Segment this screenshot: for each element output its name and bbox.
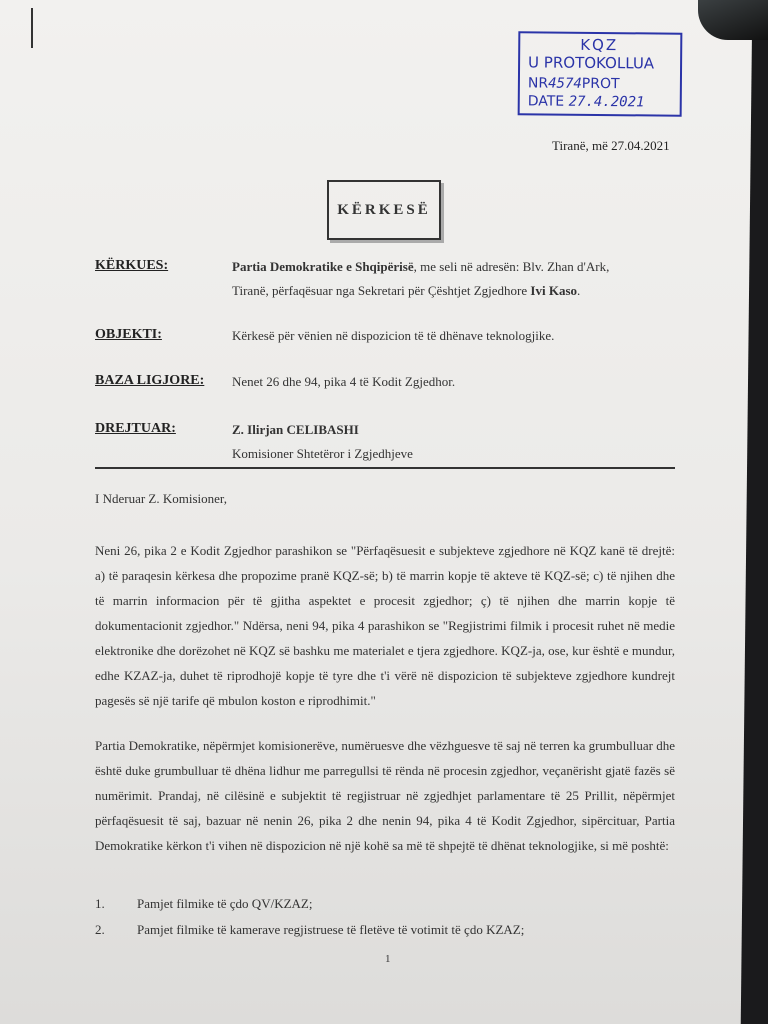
list-item-text: Pamjet filmike të çdo QV/KZAZ;	[137, 896, 313, 911]
paragraph-2: Partia Demokratike, nëpërmjet komisionerëve, numëruesve dhe vëzhguesve të saj në terren ka grumbulluar dhe është duke grumbulluar të dhëna lidhur me parregullsi të rënda në procesin zgjedhor, veçanërisht gjatë fazës së numërimit. Prandaj, në cilësinë e subjektit të regjistruar në zgjedhjet parlamentare të 25 Prillit, nëpërmjet përfaqësuesit të saj, bazuar në nenin 26, pika 2 dhe nenin 94, pika 4 të Kodit Zgjedhor, sipërcituar, Partia Demokratike kërkon t'i vihen në dispozicion në një kohë sa më të shpejtë të dhënat teknologjike, si më poshtë:	[95, 738, 675, 853]
kerkues-representative: Ivi Kaso	[530, 283, 578, 298]
objekti-value: Kërkesë për vënien në dispozicion të të dhënave teknologjike.	[232, 328, 555, 343]
stamp-prot-label: PROT	[581, 75, 620, 93]
list-item-number: 1.	[95, 896, 105, 911]
page-number: 1	[385, 953, 391, 965]
drejtuar-value	[232, 418, 672, 466]
paragraph-1: Neni 26, pika 2 e Kodit Zgjedhor parashikon se "Përfaqësuesit e subjekteve zgjedhore në KQZ kanë të drejtë: a) të paraqesin kërkesa dhe propozime pranë KQZ-së; b) të marrin kopje të akteve të KQZ-së; c) të njihen dhe të marrin informacion për të gjitha aspektet e procesit zgjedhor; ç) të njihen dhe marrin kopje të dokumentacionit zgjedhor." Ndërsa, neni 94, pika 4 parashikon se "Regjistrimi filmik i procesit ruhet në medie elektronike dhe dorëzohet në KQZ së bashku me materialet e tjera zgjedhore. KQZ-ja, ose, kur është e mundur, edhe KZAZ-ja, duhet të riprodhojë kopje të tyre dhe t'i vërë në dispozicion të subjekteve zgjedhore kundrejt pagesës së një tarife që mbulon koston e riprodhimit."	[95, 543, 675, 708]
stamp-line-protocol: U PROTOKOLLUA	[528, 53, 655, 73]
kerkues-value	[232, 255, 672, 303]
stamp-nr-value: 4574	[548, 75, 582, 92]
drejtuar-name: Z. Ilirjan CELIBASHI	[232, 422, 359, 437]
margin-mark	[31, 8, 33, 48]
salutation: I Nderuar Z. Komisioner,	[95, 491, 227, 506]
list-item	[95, 922, 524, 938]
drejtuar-label: DREJTUAR:	[95, 421, 176, 436]
drejtuar-title: Komisioner Shtetëror i Zgjedhjeve	[232, 446, 413, 461]
stamp-line-kqz: KQZ	[580, 35, 619, 55]
kerkues-label: KËRKUES:	[95, 258, 169, 273]
list-item-number: 2.	[95, 922, 105, 937]
header-divider	[95, 467, 675, 469]
baza-ligjore-value: Nenet 26 dhe 94, pika 4 të Kodit Zgjedhor.	[232, 374, 456, 389]
kerkues-address-2: Tiranë, përfaqësuar nga Sekretari për Çështjet Zgjedhore	[232, 283, 531, 298]
objekti-label: OBJEKTI:	[95, 327, 162, 342]
baza-ligjore-label: BAZA LIGJORE:	[95, 373, 205, 388]
place-date: Tiranë, më 27.04.2021	[552, 138, 670, 153]
stamp-line-date	[528, 93, 645, 110]
kerkues-end: .	[577, 283, 581, 298]
list-item	[95, 896, 312, 912]
stamp-nr-label: NR	[527, 75, 549, 92]
kerkues-party: Partia Demokratike e Shqipërisë	[232, 259, 414, 274]
stamp-line-number	[528, 75, 620, 92]
document-title: KËRKESË	[327, 180, 441, 240]
list-item-text: Pamjet filmike të kamerave regjistruese të fletëve të votimit të çdo KZAZ;	[137, 922, 525, 937]
protocol-stamp	[518, 31, 683, 116]
kerkues-address-1: , me seli në adresën: Blv. Zhan d'Ark,	[413, 259, 610, 274]
stamp-date-value: 27.4.2021	[568, 93, 645, 111]
stamp-date-label: DATE	[527, 93, 565, 110]
